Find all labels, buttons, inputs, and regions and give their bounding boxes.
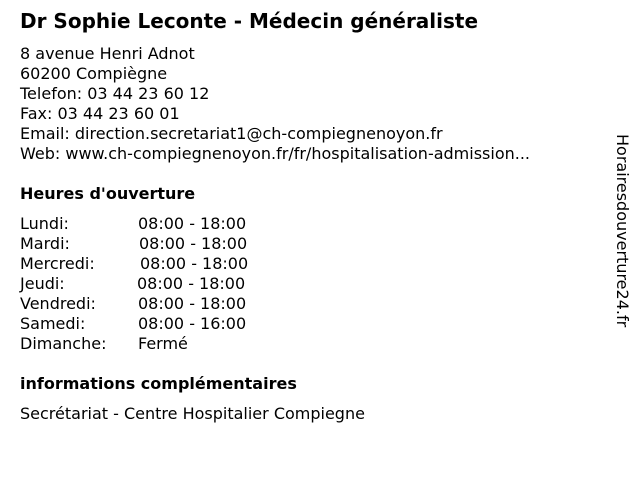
email-address: Email: direction.secretariat1@ch-compiegnenoyon.fr xyxy=(20,124,443,143)
day-label: Vendredi: xyxy=(20,294,96,313)
day-hours: 08:00 - 18:00 xyxy=(137,274,246,293)
day-label: Jeudi: xyxy=(20,274,65,293)
day-label: Samedi: xyxy=(20,314,86,333)
page-title: Dr Sophie Leconte - Médecin généraliste xyxy=(20,9,479,33)
day-hours: 08:00 - 18:00 xyxy=(138,294,247,313)
day-hours: 08:00 - 18:00 xyxy=(138,214,247,233)
phone-number: Telefon: 03 44 23 60 12 xyxy=(20,84,210,103)
day-hours: Fermé xyxy=(138,334,188,353)
address-street: 8 avenue Henri Adnot xyxy=(20,44,195,63)
address-city: 60200 Compiègne xyxy=(20,64,168,83)
hours-heading: Heures d'ouverture xyxy=(20,184,196,203)
site-watermark: Horairesdouverture24.fr xyxy=(613,134,632,328)
day-hours: 08:00 - 16:00 xyxy=(138,314,247,333)
day-label: Lundi: xyxy=(20,214,69,233)
fax-number: Fax: 03 44 23 60 01 xyxy=(20,104,180,123)
day-hours: 08:00 - 18:00 xyxy=(140,254,249,273)
day-label: Mercredi: xyxy=(20,254,95,273)
day-label: Dimanche: xyxy=(20,334,107,353)
website-url: Web: www.ch-compiegnenoyon.fr/fr/hospitalisation-admission... xyxy=(20,144,531,163)
info-text: Secrétariat - Centre Hospitalier Compiegne xyxy=(20,404,365,423)
day-label: Mardi: xyxy=(20,234,70,253)
info-heading: informations complémentaires xyxy=(20,374,297,393)
day-hours: 08:00 - 18:00 xyxy=(139,234,248,253)
